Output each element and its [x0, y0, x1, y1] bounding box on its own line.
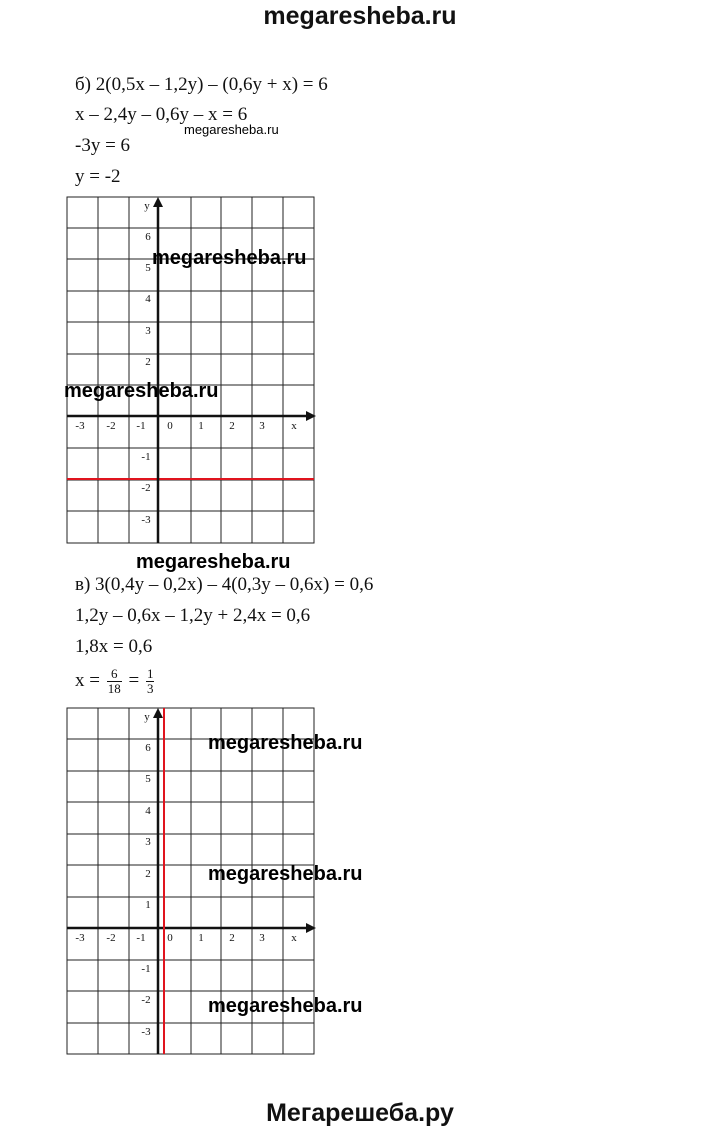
site-footer: Мегарешеба.ру	[266, 1099, 454, 1127]
watermark: megaresheba.ru	[136, 551, 291, 573]
x-tick: 2	[229, 932, 235, 944]
x-axis-label: x	[291, 932, 297, 944]
y-tick: 5	[145, 262, 151, 274]
y-tick: -1	[141, 963, 151, 975]
y-tick: 4	[145, 805, 151, 817]
x-tick: 3	[259, 420, 265, 432]
y-tick: 2	[145, 868, 151, 880]
x-tick: -2	[106, 420, 116, 432]
watermark: megaresheba.ru	[208, 995, 363, 1017]
x-tick: -3	[75, 932, 85, 944]
x-tick: 3	[259, 932, 265, 944]
watermark: megaresheba.ru	[208, 732, 363, 754]
equation-line: -3y = 6	[75, 135, 131, 156]
x-tick: 0	[167, 420, 173, 432]
x-axis-label: x	[291, 420, 297, 432]
y-tick: -3	[141, 1026, 151, 1038]
y-tick: 4	[145, 293, 151, 305]
y-tick: -1	[141, 451, 151, 463]
equation-line: 1,8x = 0,6	[75, 636, 153, 657]
equation-line: y = -2	[75, 166, 121, 187]
y-tick: 2	[145, 356, 151, 368]
y-axis-arrow	[153, 708, 163, 718]
x-tick: 0	[167, 932, 173, 944]
fraction-numerator: 6	[107, 667, 122, 682]
y-axis-label: y	[144, 711, 150, 723]
y-tick: 6	[145, 231, 151, 243]
equation-line: 1,2y – 0,6x – 1,2y + 2,4x = 0,6	[75, 605, 311, 626]
x-tick: 2	[229, 420, 235, 432]
watermark: megaresheba.ru	[208, 863, 363, 885]
watermark: megaresheba.ru	[184, 122, 279, 137]
x-tick: -1	[136, 420, 146, 432]
y-tick: -2	[141, 482, 151, 494]
y-tick: 3	[145, 325, 151, 337]
y-tick: 6	[145, 742, 151, 754]
watermark: megaresheba.ru	[64, 380, 219, 402]
equals-sign: =	[128, 669, 140, 691]
x-tick: -1	[136, 932, 146, 944]
fraction-denominator: 3	[146, 681, 154, 696]
y-tick: 5	[145, 773, 151, 785]
fraction-numerator: 1	[146, 666, 154, 681]
x-tick: 1	[198, 420, 204, 432]
y-tick: 3	[145, 836, 151, 848]
y-tick: 1	[145, 899, 151, 911]
y-tick: -2	[141, 994, 151, 1006]
equation-line: x – 2,4y – 0,6y – x = 6	[75, 104, 248, 125]
equation-line: б) 2(0,5x – 1,2y) – (0,6y + x) = 6	[75, 74, 328, 95]
y-tick: -3	[141, 514, 151, 526]
site-header: megaresheba.ru	[263, 2, 457, 30]
watermark: megaresheba.ru	[152, 247, 307, 269]
x-tick: 1	[198, 932, 204, 944]
fraction-denominator: 18	[107, 681, 121, 696]
x-tick: -2	[106, 932, 116, 944]
x-tick: -3	[75, 420, 85, 432]
equation-line: в) 3(0,4y – 0,2x) – 4(0,3y – 0,6x) = 0,6	[75, 574, 374, 595]
y-axis-label: y	[144, 200, 150, 212]
x-equals: x =	[75, 669, 100, 691]
